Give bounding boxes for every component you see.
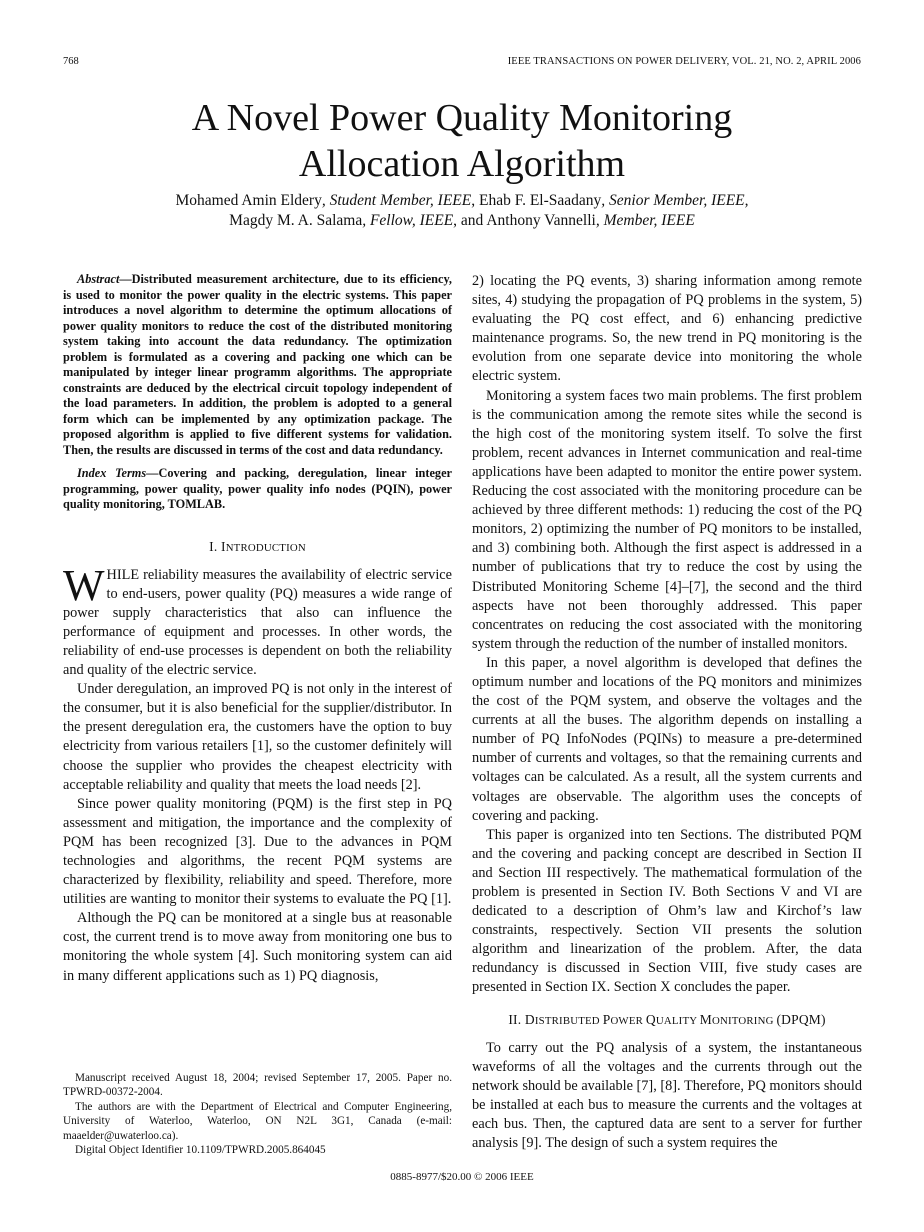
paragraph: In this paper, a novel algorithm is developed that defines the optimum number and locations of the PQ monitors and minimizes the cost of the PQM system, and observe the voltages and the currents at all the buses. The algorithm depends on installing a number of PQ InfoNodes (PQINs) to measure a pre-determined number of currents and voltages, so that the remaining currents and voltages can be calculated. As a result, all the system currents and voltages are observable. The algorithm uses the concepts of covering and packing. [472, 654, 862, 824]
abstract-text: —Distributed measurement architecture, due to its efficiency, is used to monitor the power quality in the electric systems. This paper introduces a novel algorithm to determine the optimum allocations of power quality monitors to reduce the cost of the distributed monitoring system taking into account the data redundancy. The optimization problem is formulated as a covering and packing one which can be manipulated by integer linear programm algorithms. The appropriate constraints are deduced by the electrical circuit topology independent of the load parameters. In addition, the problem is adopted to a general form which can be implemented by any optimization package. The proposed algorithm is applied to five different systems for validation. Then, the results are discussed in terms of the cost and data redundancy. [63, 272, 452, 457]
footnote-affiliation: The authors are with the Department of Electrical and Computer Engineering, University of Waterloo, Waterloo, ON N2L 3G1, Canada (e-mail: maaelder@uwaterloo.ca). [63, 1100, 452, 1142]
author-line-1 [0, 191, 924, 211]
paragraph: Under deregulation, an improved PQ is not only in the interest of the consumer, but it is also beneficial for the supplier/distributor. In the present deregulation era, the customers have the option to buy electricity from various retailers [1], so the customer definitely will choose the supplier who provides the cheapest electricity with acceptable reliability and quality that meets the load needs [2]. [63, 681, 452, 793]
left-column [63, 272, 452, 986]
author-name: , Ehab F. El-Saadany [471, 192, 602, 209]
footnote-manuscript: Manuscript received August 18, 2004; revised September 17, 2005. Paper no. TPWRD-00372-2004. [63, 1072, 452, 1099]
footnote-doi: Digital Object Identifier 10.1109/TPWRD.2005.864045 [75, 1144, 326, 1157]
index-terms-label: Index Terms [77, 466, 147, 480]
author-name: , and Anthony Vannelli [453, 212, 596, 229]
author-membership: , Senior Member, IEEE, [601, 192, 749, 209]
paragraph-continued: 2) locating the PQ events, 3) sharing information among remote sites, 4) studying the propagation of PQ problems in the system, 5) evaluating the PQ cost effect, and 6) enhancing predictive maintenance programs. So, the new trend in PQ monitoring is the evolution from one separate device into monitoring the whole electric system. [472, 273, 862, 385]
author-list [0, 191, 924, 231]
journal-citation: IEEE TRANSACTIONS ON POWER DELIVERY, VOL. 21, NO. 2, APRIL 2006 [507, 56, 861, 67]
paper-title [0, 95, 924, 187]
right-column [472, 272, 862, 1153]
author-membership: , Student Member, IEEE [321, 192, 472, 209]
author-line-2 [0, 211, 924, 231]
author-name: Mohamed Amin Eldery [175, 192, 322, 209]
drop-cap: W [63, 560, 105, 610]
paragraph: WHILE reliability measures the availability of electric service to end-users, power quality (PQ) measures a wide range of power supply characteristics that also can influence the performance of equipment and processes. In other words, the reliability of end-use processes is dependent on both the reliability and quality of the electric service. [63, 560, 452, 679]
author-name: Magdy M. A. Salama [229, 212, 363, 229]
section-heading-dpqm: II. DISTRIBUTED POWER QUALITY MONITORING (DPQM) [508, 1011, 826, 1027]
author-membership: , Member, IEEE [595, 212, 695, 229]
index-terms [63, 466, 452, 513]
footnote [63, 1071, 452, 1157]
paragraph: Since power quality monitoring (PQM) is the first step in PQ assessment and mitigation, the importance and the complexity of PQM has been recognized [3]. Due to the advances in PQM technologies and algorithms, the recent PQM systems are characterized by flexibility, reliability and speed. Therefore, more utilities are wanting to monitor their systems to evaluate the PQ [1]. [63, 795, 452, 908]
copyright-footer: 0885-8977/$20.00 © 2006 IEEE [390, 1171, 534, 1183]
author-membership: , Fellow, IEEE [362, 212, 454, 229]
paragraph: This paper is organized into ten Sections. The distributed PQM and the covering and packing concept are described in Section II and Section III respectively. The mathematical formulation of the problem is presented in Section IV. Both Sections V and VI are dedicated to a description of Ohm’s law and Kirchof’s law constraints, respectively. Section VII presents the solution algorithm and linearization of the problem. After, the data redundancy is discussed in Section VIII, five study cases are presented in Section IX. Section X concludes the paper. [472, 826, 862, 996]
title-line-1: A Novel Power Quality Monitoring [191, 97, 733, 139]
abstract-label: Abstract [77, 272, 120, 286]
section-heading-introduction: I. INTRODUCTION [209, 538, 306, 554]
page-number: 768 [63, 56, 79, 67]
paragraph: Although the PQ can be monitored at a single bus at reasonable cost, the current trend is to move away from monitoring one bus to monitoring the whole system [4]. Such monitoring system can aid in many different applications such as 1) PQ diagnosis, [63, 910, 452, 984]
abstract [63, 272, 452, 458]
title-line-2: Allocation Algorithm [298, 143, 626, 185]
paragraph: Monitoring a system faces two main problems. The first problem is the communication among the remote sites while the second is the high cost of the monitoring system itself. To solve the first problem, recent advances in Internet communication and real-time applications have been adapted to monitor the entire power system. Reducing the cost associated with the monitoring procedure can be achieved by three different methods: 1) reducing the cost of the PQ monitors, 2) optimizing the number of PQ monitors to be installed, and 3) combining both. Although the first aspect is addressed in a number of publications that try to reduce the cost by using the Distributed Monitoring Scheme [4]–[7], the second and the third aspects have not been thoroughly addressed. This paper concentrates on reducing the cost associated with the monitoring system through the reduction of the number of installed monitors. [472, 387, 862, 652]
index-terms-text: —Covering and packing, deregulation, linear integer programming, power quality, power quality info nodes (PQIN), power quality monitoring, TOMLAB. [63, 466, 452, 511]
paragraph: To carry out the PQ analysis of a system, the instantaneous waveforms of all the voltages and the currents through out the network should be available [7], [8]. Therefore, PQ monitors should be installed at each bus to measure the currents and the voltages at each bus. Then, the captured data are sent to a server for further analysis [9]. The design of such a system requires the [472, 1039, 862, 1152]
